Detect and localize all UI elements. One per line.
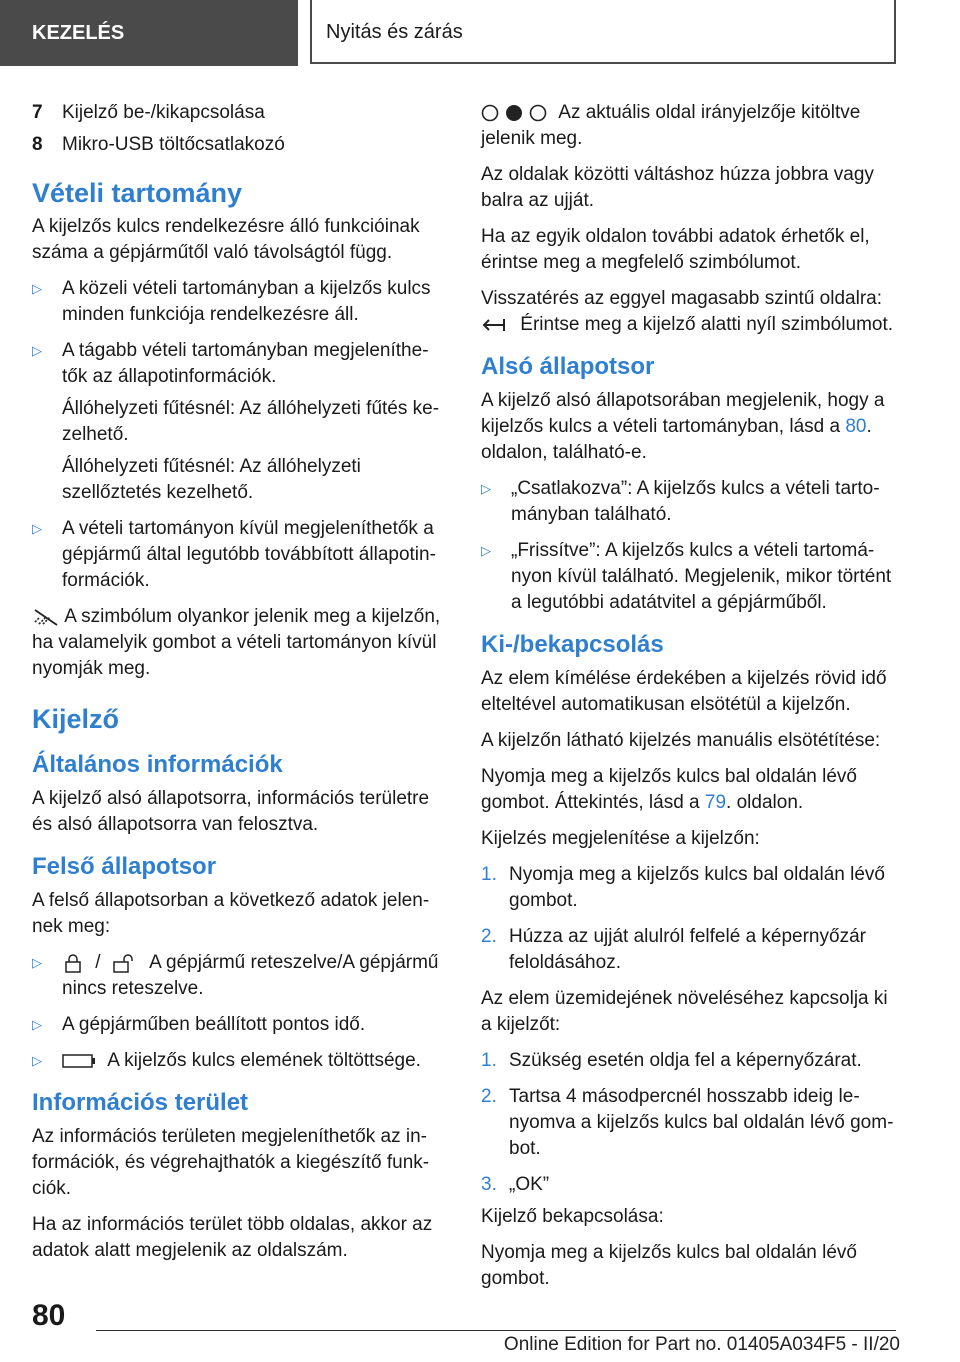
triangle-bullet-icon: ▷	[481, 543, 491, 558]
bullet-text: A tágabb vételi tartományban megjeleníthetők az állapotinformációk.	[62, 340, 429, 387]
paragraph: Visszatérés az eggyel magasabb szintű oldalra:	[481, 288, 882, 309]
lock-open-icon	[112, 953, 138, 973]
item-text: Kijelző be-/kikapcsolása	[62, 102, 265, 123]
step-number: 1.	[481, 1050, 497, 1071]
back-arrow-icon	[481, 316, 507, 334]
paragraph: Kijelző bekapcsolása:	[481, 1206, 664, 1227]
step-number: 3.	[481, 1174, 497, 1195]
step-text: Tartsa 4 másodpercnél hosszabb ideig lenyomva a kijelzős kulcs bal oldalán lévő gombot.	[509, 1086, 894, 1159]
edition-note: Online Edition for Part no. 01405A034F5 - II/20	[503, 1334, 900, 1355]
paragraph: A felső állapotsorban a következő adatok jelennek meg:	[32, 890, 430, 937]
page-header	[0, 0, 960, 66]
bullet-item	[32, 950, 442, 1002]
bullet-text: A közeli vételi tartományban a kijelzős kulcs minden funkciója rendelkezésre áll.	[62, 278, 431, 325]
separator: /	[95, 952, 101, 973]
step-number: 1.	[481, 864, 497, 885]
step-text: Nyomja meg a kijelzős kulcs bal oldalán lévő gombot.	[509, 864, 885, 911]
paragraph: Az elem kímélése érdekében a kijelzés rövid idő elteltével automatikusan elsötétül a kijelzőn.	[481, 668, 887, 715]
bullet-item	[481, 538, 895, 616]
bullet-item	[32, 516, 442, 594]
bullet-item	[32, 1048, 442, 1074]
lock-closed-icon	[62, 953, 84, 973]
step-text: „OK”	[509, 1174, 550, 1195]
section-tab: KEZELÉS	[0, 0, 298, 66]
heading-info-area: Információs terület	[32, 1089, 249, 1116]
list-item	[481, 862, 895, 914]
bullet-text: A vételi tartományon kívül megjeleníthetők a gépjármű által legutóbb továbbított állapotinformációk.	[62, 518, 436, 591]
paragraph: Nyomja meg a kijelzős kulcs bal oldalán lévő gombot. Áttekintés, lásd a 79. oldalon.	[481, 766, 857, 813]
triangle-bullet-icon: ▷	[32, 343, 42, 358]
list-item	[32, 132, 442, 158]
list-item	[481, 924, 895, 976]
paragraph: Kijelzés megjelenítése a kijelzőn:	[481, 828, 760, 849]
bullet-item	[32, 338, 442, 506]
list-item	[481, 1172, 895, 1198]
heading-range: Vételi tartomány	[32, 178, 243, 208]
triangle-bullet-icon: ▷	[32, 1053, 42, 1068]
page-number: 80	[32, 1299, 66, 1332]
triangle-bullet-icon: ▷	[32, 1017, 42, 1032]
page-indicator-note: Az aktuális oldal irányjelzője kitöltve jelenik meg.	[481, 102, 861, 149]
item-number: 7	[32, 102, 43, 123]
heading-general: Általános információk	[32, 751, 283, 778]
footer-divider	[96, 1330, 896, 1331]
item-number: 8	[32, 134, 43, 155]
bullet-text: „Csatlakozva”: A kijelzős kulcs a vételi tartományban található.	[511, 478, 880, 525]
chapter-title: Nyitás és zárás	[310, 0, 896, 64]
step-number: 2.	[481, 1086, 497, 1107]
bullet-text: A gépjármű reteszelve/A gépjármű nincs reteszelve.	[62, 952, 439, 999]
bullet-text: A gépjárműben beállított pontos idő.	[62, 1014, 366, 1035]
bullet-item	[32, 1012, 442, 1038]
list-item	[32, 100, 442, 126]
paragraph: Ha az információs terület több oldalas, akkor az adatok alatt megjelenik az oldalszám.	[32, 1214, 433, 1261]
paragraph: A kijelző alsó állapotsorában megjelenik, hogy a kijelzős kulcs a vételi tartományban, lásd a 80. oldalon, található-e.	[481, 390, 885, 463]
paragraph: A kijelzőn látható kijelzés manuális elsötétítése:	[481, 730, 881, 751]
triangle-bullet-icon: ▷	[32, 955, 42, 970]
right-column	[481, 100, 895, 1302]
bullet-text: A kijelzős kulcs elemének töltöttsége.	[107, 1050, 421, 1071]
bullet-text: „Frissítve”: A kijelzős kulcs a vételi tartományon kívül található. Megjelenik, mikor történt a legutóbbi adatátvitel a gépjárműből.	[511, 540, 892, 613]
no-signal-icon	[32, 608, 60, 626]
list-item	[481, 1048, 895, 1074]
paragraph: Az elem üzemidejének növeléséhez kapcsolja ki a kijelzőt:	[481, 988, 888, 1035]
battery-icon	[62, 1054, 96, 1068]
paragraph: Az információs területen megjeleníthetők az információk, és végrehajthatók a kiegészítő funkciók.	[32, 1126, 430, 1199]
item-text: Mikro-USB töltőcsatlakozó	[62, 134, 285, 155]
bullet-item	[32, 276, 442, 328]
step-text: Szükség esetén oldja fel a képernyőzárat.	[509, 1050, 862, 1071]
bullet-item	[481, 476, 895, 528]
heading-on-off: Ki-/bekapcsolás	[481, 631, 664, 658]
list-item	[481, 1084, 895, 1162]
paragraph: Ha az egyik oldalon további adatok érhetők el, érintse meg a megfelelő szimbólumot.	[481, 226, 870, 273]
paragraph: Az oldalak közötti váltáshoz húzza jobbra vagy balra az ujját.	[481, 164, 874, 211]
bullet-text: Állóhelyzeti fűtésnél: Az állóhelyzeti fűtés kezelhető.	[62, 398, 440, 445]
bullet-text: Állóhelyzeti fűtésnél: Az állóhelyzeti szellőztetés kezelhető.	[62, 456, 361, 503]
symbol-note: A szimbólum olyankor jelenik meg a kijelzőn, ha valamelyik gombot a vételi tartományon kívül nyomják meg.	[32, 606, 441, 679]
paragraph: A kijelzős kulcs rendelkezésre álló funkcióinak száma a gépjárműtől való távolságtól függ.	[32, 216, 420, 263]
page-link[interactable]: 79	[704, 792, 727, 813]
heading-upper-bar: Felső állapotsor	[32, 853, 217, 880]
heading-lower-bar: Alsó állapotsor	[481, 353, 655, 380]
triangle-bullet-icon: ▷	[32, 521, 42, 536]
step-number: 2.	[481, 926, 497, 947]
step-text: Húzza az ujját alulról felfelé a képernyőzár feloldásához.	[509, 926, 866, 973]
heading-display: Kijelző	[32, 704, 120, 734]
triangle-bullet-icon: ▷	[481, 481, 491, 496]
left-column	[32, 100, 442, 1274]
page-dots-icon	[481, 103, 547, 123]
triangle-bullet-icon: ▷	[32, 281, 42, 296]
page-link[interactable]: 80	[845, 416, 867, 437]
paragraph: Nyomja meg a kijelzős kulcs bal oldalán lévő gombot.	[481, 1242, 857, 1289]
paragraph: A kijelző alsó állapotsorra, információs területre és alsó állapotsorra van felosztva.	[32, 788, 430, 835]
back-note: Érintse meg a kijelző alatti nyíl szimbólumot.	[481, 312, 895, 338]
